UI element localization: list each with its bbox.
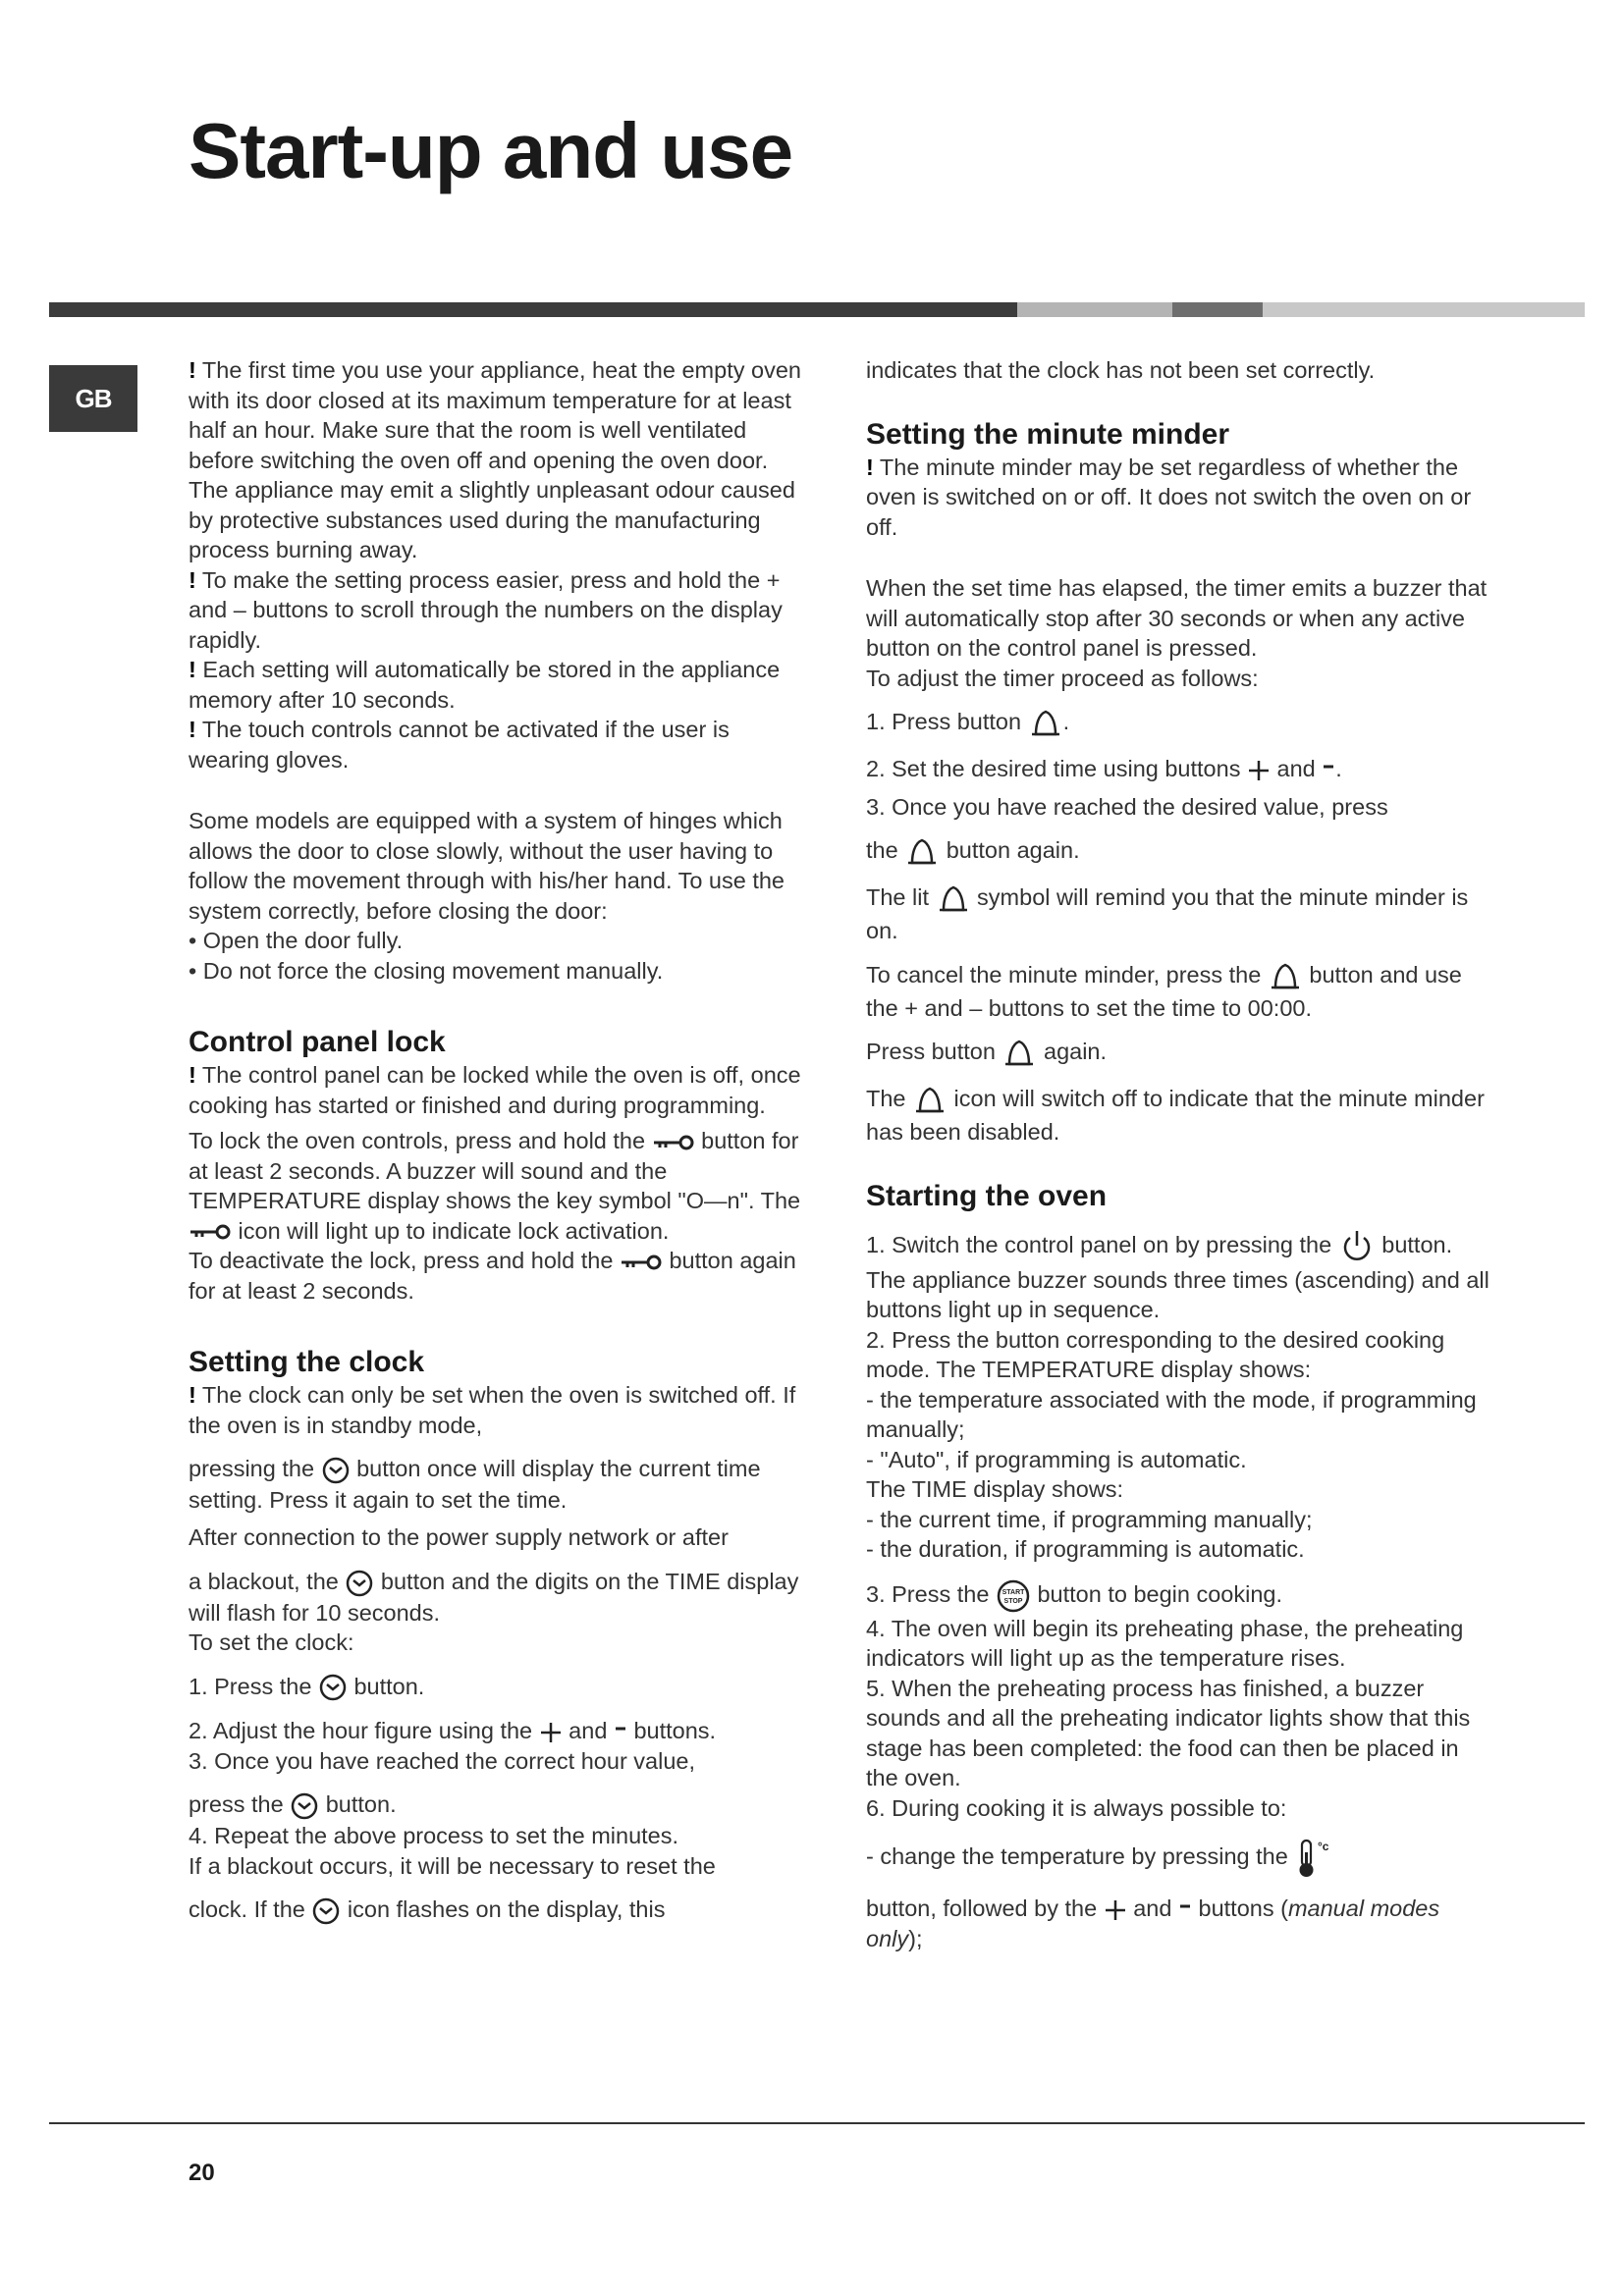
clock-step: press the button. <box>189 1789 807 1821</box>
clock-step: 3. Once you have reached the correct hour value, <box>189 1747 696 1774</box>
minder-paragraph: When the set time has elapsed, the timer emits a buzzer that will automatically stop after 30 seconds or when any active button on the control panel is pressed. <box>866 575 1488 661</box>
clock-icon <box>290 1791 319 1821</box>
minder-step: The icon will switch off to indicate that the minute minder has been disabled. <box>866 1084 1494 1148</box>
start-step: 4. The oven will begin its preheating phase, the preheating indicators will light up as the temperature rises. <box>866 1615 1464 1671</box>
minder-paragraph: To adjust the timer proceed as follows: <box>866 665 1259 691</box>
key-icon <box>652 1133 695 1152</box>
minus-icon <box>614 1721 627 1744</box>
bell-icon <box>904 835 940 869</box>
section-heading-clock: Setting the clock <box>189 1346 425 1378</box>
bell-icon <box>1028 707 1063 740</box>
header-bar-light <box>1017 302 1172 317</box>
start-step: The TIME display shows: <box>866 1476 1124 1502</box>
clock-icon <box>345 1569 374 1598</box>
clock-paragraph: pressing the button once will display the current time setting. Press it again to set the time. <box>189 1456 761 1513</box>
clock-step: 4. Repeat the above process to set the minutes. <box>189 1823 679 1849</box>
start-step: - the duration, if programming is automatic. <box>866 1536 1305 1562</box>
minder-step: Press button again. <box>866 1037 1494 1070</box>
header-bar-lighter <box>1263 302 1585 317</box>
minus-icon <box>1322 759 1335 782</box>
clock-note: ! The clock can only be set when the oven is switched off. If the oven is in standby mode, <box>189 1382 796 1438</box>
header-bar-dark <box>49 302 1017 317</box>
page-number: 20 <box>189 2160 215 2186</box>
clock-step: 2. Adjust the hour figure using the and buttons. <box>189 1718 717 1744</box>
intro-paragraph: ! The touch controls cannot be activated if the user is wearing gloves. <box>189 717 730 773</box>
section-heading-minder: Setting the minute minder <box>866 417 1230 451</box>
plus-icon <box>539 1721 563 1744</box>
hinges-paragraph: Some models are equipped with a system of hinges which allows the door to close slowly, without the user having to follow the movement through with his/her hand. To use the system correctly, before closing the door: <box>189 808 785 924</box>
clock-step: clock. If the icon flashes on the display, this <box>189 1895 807 1926</box>
start-step: - the current time, if programming manually; <box>866 1506 1313 1532</box>
key-icon <box>189 1222 232 1242</box>
lock-paragraph: To lock the oven controls, press and hold the button for at least 2 seconds. A buzzer will sound and the TEMPERATURE display shows the key symbol "O—n". The icon will light up to indicate lock activation. <box>189 1128 801 1244</box>
minder-step: 1. Press button . <box>866 707 1494 740</box>
thermometer-icon <box>1294 1837 1329 1880</box>
bell-icon <box>1001 1037 1037 1070</box>
start-stop-icon <box>996 1578 1031 1614</box>
start-icon-label-1: START <box>1001 1588 1025 1596</box>
right-column <box>866 355 1494 1953</box>
start-step: - "Auto", if programming is automatic. <box>866 1446 1247 1472</box>
start-step: 1. Switch the control panel on by pressing the button. The appliance buzzer sounds three times (ascending) and all buttons light up in sequence. <box>866 1228 1494 1325</box>
start-step: button, followed by the and buttons (manual modes only); <box>866 1896 1440 1951</box>
start-icon-label-2: STOP <box>1003 1597 1023 1605</box>
clock-continuation: indicates that the clock has not been set correctly. <box>866 357 1376 383</box>
intro-paragraph: ! Each setting will automatically be stored in the appliance memory after 10 seconds. <box>189 657 781 713</box>
clock-icon <box>321 1456 351 1485</box>
intro-paragraph: ! The first time you use your appliance, heat the empty oven with its door closed at its maximum temperature for at least half an hour. Make sure that the room is well ventilated before switching the oven off and opening the oven door. The appliance may emit a slightly unpleasant odour caused by protective substances used during the manufacturing process burning away. <box>189 357 801 562</box>
thermometer-degree-label: °c <box>1318 1840 1329 1853</box>
start-step: 6. During cooking it is always possible to: <box>866 1794 1287 1821</box>
bell-icon <box>1268 960 1303 993</box>
clock-paragraph: After connection to the power supply network or after <box>189 1524 729 1551</box>
section-heading-start: Starting the oven <box>866 1179 1108 1212</box>
start-step: 3. Press the START STOP button to begin cooking. <box>866 1578 1494 1614</box>
clock-step: If a blackout occurs, it will be necessary to reset the <box>189 1852 716 1879</box>
plus-icon <box>1104 1898 1127 1922</box>
page-title: Start-up and use <box>189 107 793 194</box>
section-heading-lock: Control panel lock <box>189 1026 446 1058</box>
minder-step: the button again. <box>866 835 1494 869</box>
header-color-bar <box>49 302 1585 317</box>
left-column <box>189 355 807 1926</box>
start-step: 5. When the preheating process has finished, a buzzer sounds and all the preheating indicator lights show that this stage has been completed: the food can then be placed in the oven. <box>866 1675 1471 1790</box>
bullet-item: • Do not force the closing movement manually. <box>189 957 664 984</box>
power-icon <box>1338 1228 1376 1265</box>
minus-icon <box>1178 1898 1192 1922</box>
plus-icon <box>1247 759 1271 782</box>
lock-paragraph: To deactivate the lock, press and hold the button again for at least 2 seconds. <box>189 1248 796 1304</box>
clock-paragraph: To set the clock: <box>189 1629 354 1656</box>
clock-icon <box>318 1673 348 1702</box>
minder-step: 3. Once you have reached the desired value, press <box>866 793 1388 820</box>
header-bar-mid <box>1172 302 1263 317</box>
clock-icon <box>311 1896 341 1926</box>
bullet-item: • Open the door fully. <box>189 928 404 953</box>
key-icon <box>620 1253 663 1272</box>
minder-step: 2. Set the desired time using buttons and . <box>866 756 1342 781</box>
start-step: - the temperature associated with the mode, if programming manually; <box>866 1386 1477 1442</box>
language-tab: GB <box>49 365 137 432</box>
start-step: 2. Press the button corresponding to the desired cooking mode. The TEMPERATURE display shows: <box>866 1326 1445 1382</box>
intro-paragraph: ! To make the setting process easier, press and hold the + and – buttons to scroll through the numbers on the display rapidly. <box>189 566 783 653</box>
lock-note: ! The control panel can be locked while the oven is off, once cooking has started or finished and during programming. <box>189 1062 801 1118</box>
clock-paragraph: a blackout, the button and the digits on the TIME display will flash for 10 seconds. <box>189 1568 799 1626</box>
bell-icon <box>936 882 971 916</box>
minder-note: ! The minute minder may be set regardless of whether the oven is switched on or off. It does not switch the oven on or off. <box>866 454 1472 540</box>
minder-step: To cancel the minute minder, press the button and use the + and – buttons to set the time to 00:00. <box>866 960 1494 1024</box>
clock-step: 1. Press the button. <box>189 1672 807 1703</box>
start-step: - change the temperature by pressing the °c <box>866 1837 1494 1880</box>
bell-icon <box>912 1084 947 1117</box>
minder-step: The lit symbol will remind you that the minute minder is on. <box>866 882 1494 946</box>
footer-rule <box>49 2122 1585 2124</box>
